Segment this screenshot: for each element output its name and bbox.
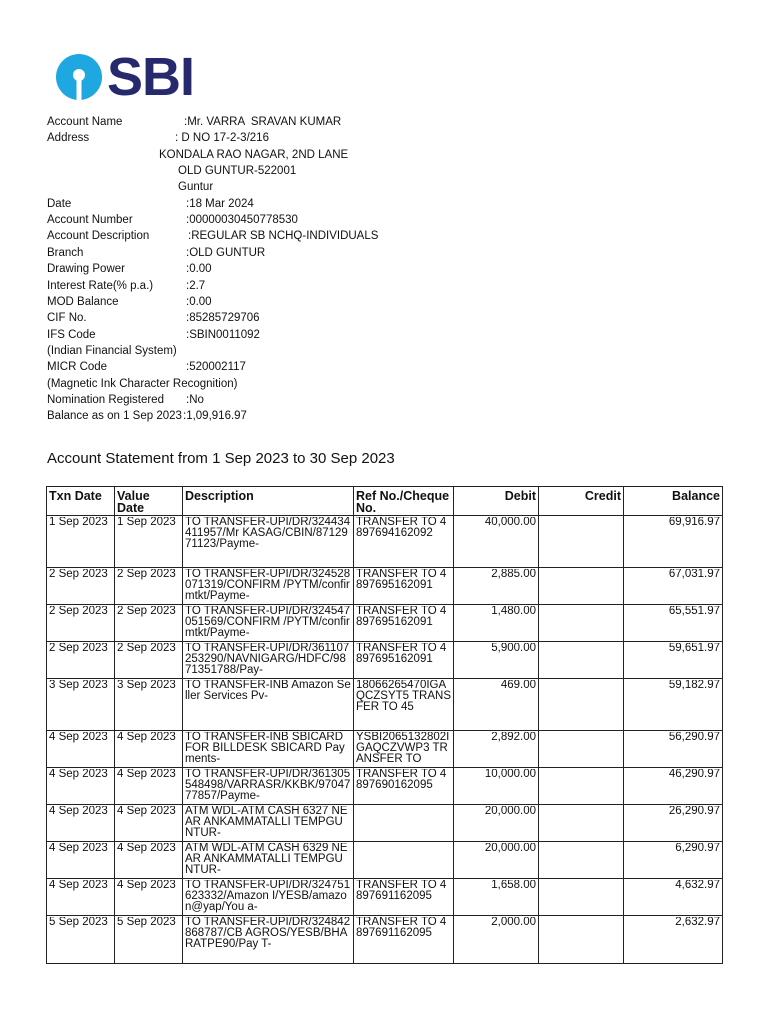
cell-value-date: 4 Sep 2023 [117, 843, 176, 854]
cell-ref-no: TRANSFER TO 4897695162091 [356, 569, 447, 591]
info-value: :No [186, 393, 204, 406]
cell-value-date: 3 Sep 2023 [117, 680, 176, 691]
cell-debit: 2,885.00 [491, 569, 536, 580]
info-value: :0.00 [186, 263, 212, 276]
cell-ref-no: 18066265470IGAQCZSYT5 TRANSFER TO 45 [356, 680, 451, 713]
cell-description: TO TRANSFER-UPI/DR/361305548498/VARRASR/KKBK/9704777857/Payme- [185, 769, 351, 802]
info-label: Account Description [47, 230, 150, 243]
info-value: : D NO 17-2-3/216 [175, 132, 269, 145]
info-value: :Mr. VARRA SRAVAN KUMAR [184, 116, 342, 128]
cell-debit: 1,480.00 [491, 606, 536, 617]
cell-txn-date: 2 Sep 2023 [49, 643, 108, 654]
cell-balance: 46,290.97 [668, 769, 720, 780]
col-debit: Debit [454, 487, 539, 516]
info-label: MICR Code [47, 361, 108, 374]
table-row [47, 916, 723, 964]
info-value: :1,09,916.97 [183, 410, 247, 423]
cell-txn-date: 4 Sep 2023 [49, 732, 108, 743]
cell-txn-date: 5 Sep 2023 [49, 917, 108, 928]
statement-table [46, 486, 723, 964]
cell-value-date: 2 Sep 2023 [117, 643, 176, 654]
info-value: :REGULAR SB NCHQ-INDIVIDUALS [188, 230, 379, 243]
cell-debit: 2,000.00 [491, 917, 536, 928]
cell-debit: 40,000.00 [484, 517, 536, 528]
cell-description: TO TRANSFER-UPI/DR/324751623332/Amazon I/YESB/amazon@yap/You a- [185, 880, 351, 913]
table-row [47, 805, 723, 842]
cell-description: TO TRANSFER-UPI/DR/324842868787/CB AGROS/YESB/BHARATPE90/Pay T- [185, 917, 351, 950]
statement-rows [47, 516, 723, 964]
cell-description: TO TRANSFER-UPI/DR/324434411957/Mr KASAG/CBIN/8712971123/Payme- [185, 517, 351, 550]
cell-ref-no: TRANSFER TO 4897694162092 [356, 517, 447, 539]
cell-description: TO TRANSFER-INB SBICARD FOR BILLDESK SBICARD Payments- [185, 732, 345, 765]
cell-ref-no: TRANSFER TO 4897691162095 [356, 917, 447, 939]
info-value: :0.00 [186, 295, 212, 308]
cell-debit: 20,000.00 [484, 843, 536, 854]
cell-value-date: 4 Sep 2023 [117, 732, 176, 743]
info-label: Interest Rate(% p.a.) [47, 279, 154, 292]
info-value: KONDALA RAO NAGAR, 2ND LANE [159, 148, 349, 161]
info-label: Branch [47, 246, 84, 259]
info-value: :OLD GUNTUR [186, 246, 266, 259]
info-label: (Indian Financial System) [47, 344, 177, 357]
cell-value-date: 5 Sep 2023 [117, 917, 176, 928]
info-label: Balance as on 1 Sep 2023 [47, 410, 182, 423]
info-label: MOD Balance [47, 295, 119, 308]
info-label: (Magnetic Ink Character Recognition) [47, 377, 238, 390]
info-value: :520002117 [186, 361, 246, 374]
table-row [47, 879, 723, 916]
cell-description: TO TRANSFER-INB Amazon Seller Services Pv- [185, 680, 351, 702]
cell-debit: 5,900.00 [491, 643, 536, 654]
cell-debit: 20,000.00 [484, 806, 536, 817]
cell-txn-date: 1 Sep 2023 [49, 517, 108, 528]
cell-txn-date: 4 Sep 2023 [49, 880, 108, 891]
col-txn-date: Txn Date [47, 487, 115, 516]
col-balance: Balance [624, 487, 723, 516]
cell-value-date: 4 Sep 2023 [117, 806, 176, 817]
brand-name: SBI [107, 47, 195, 107]
cell-value-date: 1 Sep 2023 [117, 517, 176, 528]
cell-description: TO TRANSFER-UPI/DR/324547051569/CONFIRM /PYTM/confirmtkt/Payme- [185, 606, 351, 639]
cell-debit: 2,892.00 [491, 732, 536, 743]
cell-debit: 1,658.00 [491, 880, 536, 891]
table-row [47, 679, 723, 731]
cell-txn-date: 4 Sep 2023 [49, 769, 108, 780]
info-label: Date [47, 197, 72, 210]
cell-debit: 10,000.00 [484, 769, 536, 780]
cell-txn-date: 4 Sep 2023 [49, 843, 108, 854]
cell-description: TO TRANSFER-UPI/DR/324528071319/CONFIRM /PYTM/confirmtkt/Payme- [185, 569, 351, 602]
cell-balance: 26,290.97 [668, 806, 720, 817]
cell-debit: 469.00 [500, 680, 536, 691]
cell-ref-no: TRANSFER TO 4897691162095 [356, 880, 447, 902]
table-row [47, 842, 723, 879]
cell-value-date: 2 Sep 2023 [117, 569, 176, 580]
cell-txn-date: 2 Sep 2023 [49, 569, 108, 580]
info-label: Account Number [47, 214, 133, 227]
cell-ref-no: TRANSFER TO 4897690162095 [356, 769, 447, 791]
sbi-logo [55, 47, 195, 107]
cell-balance: 59,182.97 [668, 680, 720, 691]
cell-balance: 2,632.97 [675, 917, 720, 928]
info-value: :2.7 [186, 279, 206, 292]
info-label: Drawing Power [47, 263, 125, 276]
info-label: Account Name [47, 116, 123, 128]
cell-ref-no: YSBI2065132802IGAQCZVWP3 TRANSFER TO [356, 732, 450, 765]
info-label: CIF No. [47, 312, 87, 325]
cell-description: ATM WDL-ATM CASH 6329 NEAR ANKAMMATALLI TEMPGUNTUR- [185, 843, 348, 876]
info-label: Address [47, 132, 90, 145]
info-value: Guntur [178, 181, 214, 194]
info-value: OLD GUNTUR-522001 [178, 165, 297, 178]
cell-txn-date: 2 Sep 2023 [49, 606, 108, 617]
info-value: :00000030450778530 [186, 214, 298, 227]
cell-value-date: 4 Sep 2023 [117, 880, 176, 891]
table-row [47, 768, 723, 805]
cell-balance: 69,916.97 [668, 517, 720, 528]
info-value: :18 Mar 2024 [186, 197, 254, 210]
info-value: :SBIN0011092 [186, 328, 260, 341]
cell-balance: 6,290.97 [675, 843, 720, 854]
cell-value-date: 2 Sep 2023 [117, 606, 176, 617]
table-header-row [47, 487, 723, 516]
info-label: IFS Code [47, 328, 96, 341]
col-value-date: Value Date [115, 487, 183, 516]
cell-ref-no: TRANSFER TO 4897695162091 [356, 606, 447, 628]
cell-description: TO TRANSFER-UPI/DR/361107253290/NAVNIGARG/HDFC/9871351788/Pay- [185, 643, 350, 676]
cell-value-date: 4 Sep 2023 [117, 769, 176, 780]
statement-heading: Account Statement from 1 Sep 2023 to 30 Sep 2023 [47, 450, 395, 467]
col-credit: Credit [539, 487, 624, 516]
cell-balance: 67,031.97 [668, 569, 720, 580]
col-description: Description [183, 487, 354, 516]
cell-ref-no: TRANSFER TO 4897695162091 [356, 643, 447, 665]
cell-balance: 56,290.97 [668, 732, 720, 743]
cell-description: ATM WDL-ATM CASH 6327 NEAR ANKAMMATALLI TEMPGUNTUR- [185, 806, 348, 839]
cell-balance: 59,651.97 [668, 643, 720, 654]
info-label: Nomination Registered [47, 393, 164, 406]
sbi-logo-icon [55, 53, 103, 101]
col-ref-no: Ref No./Cheque No. [354, 487, 454, 516]
cell-txn-date: 4 Sep 2023 [49, 806, 108, 817]
cell-balance: 4,632.97 [675, 880, 720, 891]
table-row [47, 516, 723, 568]
table-row [47, 642, 723, 679]
table-row [47, 605, 723, 642]
cell-balance: 65,551.97 [668, 606, 720, 617]
table-row [47, 568, 723, 605]
table-row [47, 731, 723, 768]
info-value: :85285729706 [186, 312, 260, 325]
cell-txn-date: 3 Sep 2023 [49, 680, 108, 691]
